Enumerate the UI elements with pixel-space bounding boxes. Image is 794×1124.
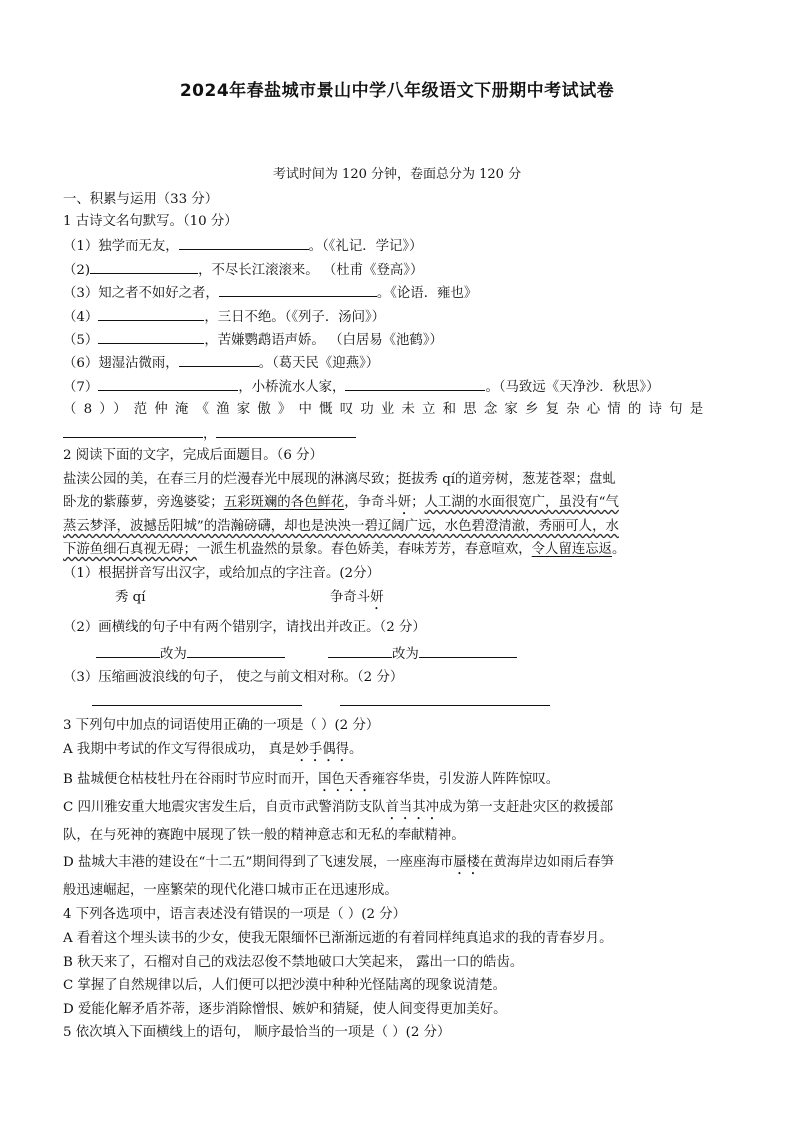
- underlined-sentence: 五彩斑斓的各色鲜花: [223, 495, 345, 510]
- answer-blank[interactable]: [187, 645, 285, 658]
- q1-line-5: （5） ，苦嫌鹦鹉语声娇。 （白居易《池鹤》）: [63, 333, 443, 348]
- q2-sub-3: （3）压缩画波浪线的句子， 使之与前文相对称。（2 分）: [63, 670, 404, 685]
- q2-sub-2: （2）画横线的句子中有两个错别字，请找出并改正。（2 分）: [63, 620, 426, 635]
- q1-line-7: （7） ，小桥流水人家， 。（马致远《天净沙．秋思》）: [63, 380, 660, 395]
- q3-option-a[interactable]: A 我期中考试的作文写得很成功， 真是妙手偶得。: [63, 742, 363, 757]
- q2-passage-line-4: 下游鱼细石真视无碍；一派生机盎然的景象。春色娇美，春味芳芳，春意喧欢，令人留连忘返。: [63, 542, 626, 557]
- q3-stem: 3 下列句中加点的词语使用正确的一项是（ ）(2 分）: [63, 718, 380, 733]
- answer-blank[interactable]: [179, 354, 259, 367]
- q4-option-d[interactable]: D 爱能化解矛盾芥蒂，逐步消除憎恨、嫉妒和猜疑，使人间变得更加美好。: [63, 1002, 507, 1017]
- q2-correction-2: 改为: [328, 645, 517, 663]
- answer-blank[interactable]: [179, 237, 309, 250]
- q3-option-d-cont: 般迅速崛起，一座繁荣的现代化港口城市正在迅速形成。: [63, 883, 398, 898]
- q3-option-c-cont: 队，在与死神的赛跑中展现了铁一般的精神意志和无私的奉献精神。: [63, 828, 465, 843]
- q1-line-4: （4） ，三日不绝。（《列子．汤问》）: [63, 310, 386, 325]
- q1-line-3: （3）知之者不如好之者， 。《论语．雍也》: [63, 286, 478, 301]
- dotted-term: 首当其冲: [385, 800, 440, 815]
- q2-correction-1: 改为: [96, 645, 285, 663]
- answer-blank[interactable]: [98, 331, 204, 344]
- q2-sub-1-item-b: 争奇斗妍: [330, 590, 384, 605]
- q1-line-8-blanks: ，: [63, 425, 356, 443]
- q2-sub-1: （1）根据拼音写出汉字，或给加点的字注音。(2分）: [63, 566, 380, 581]
- dotted-term: 妙手偶得: [295, 742, 349, 757]
- wavy-sentence: 下游鱼细石真视无碍；: [63, 542, 197, 557]
- section-heading: 一、积累与运用（33 分）: [63, 192, 219, 207]
- answer-blank[interactable]: [419, 645, 517, 658]
- q2-passage-line-2: 卧龙的紫藤萝，旁逸婆娑；五彩斑斓的各色鲜花，争奇斗妍；人工湖的水面很宽广，虽没有“气: [63, 495, 619, 510]
- dotted-char: 妍: [370, 590, 384, 605]
- q1-line-2: （2) ，不尽长江滚滚来。 （杜甫《登高》）: [63, 263, 424, 278]
- answer-blank[interactable]: [345, 378, 485, 391]
- q3-option-d[interactable]: D 盐城大丰港的建设在“十二五”期间得到了飞速发展，一座座海市蜃楼在黄海岸边如雨后春笋: [63, 855, 614, 870]
- q4-stem: 4 下列各选项中，语言表述没有错误的一项是（ ）(2 分）: [63, 907, 407, 922]
- dotted-term: 蜃楼: [453, 855, 481, 870]
- answer-blank[interactable]: [90, 261, 198, 274]
- q1-line-6: （6）翅湿沾微雨， 。（葛天民《迎燕》）: [63, 356, 380, 371]
- q4-option-a[interactable]: A 看着这个埋头读书的少女，使我无限缅怀已渐渐远逝的有着同样纯真追求的我的青春岁月。: [63, 931, 613, 946]
- wavy-sentence: 蒸云梦泽，波撼岳阳城”的浩瀚磅礴，却也是泱泱一碧辽阔广远，水色碧澄清澈，秀丽可人，水: [63, 519, 619, 534]
- q4-option-b[interactable]: B 秋天来了，石榴对自己的戏法忍俊不禁地破口大笑起来， 露出一口的皓齿。: [63, 955, 524, 970]
- q5-stem: 5 依次填入下面横线上的语句， 顺序最恰当的一项是（ ）(2 分）: [63, 1025, 451, 1040]
- answer-blank[interactable]: [96, 645, 160, 658]
- q1-line-8: （8））范仲淹《渔家傲》中慨叹功业未立和思念家乡复杂心情的诗句是: [63, 402, 711, 417]
- answer-blank[interactable]: [63, 425, 203, 438]
- answer-blank[interactable]: [98, 308, 204, 321]
- answer-blank[interactable]: [328, 645, 392, 658]
- dotted-term: 国色天香: [318, 772, 372, 787]
- q2-sub-3-blanks: [92, 693, 550, 711]
- q3-option-c[interactable]: C 四川雅安重大地震灾害发生后，自贡市武警消防支队首当其冲成为第一支赶赴灾区的救援部: [63, 800, 614, 815]
- answer-blank[interactable]: [219, 284, 377, 297]
- q2-passage-line-3: [63, 519, 619, 535]
- q2-stem: 2 阅读下面的文字，完成后面题目。（6 分）: [63, 448, 323, 463]
- q2-sub-1-item-a: 秀 qí: [115, 590, 146, 605]
- exam-title: 2024年春盐城市景山中学八年级语文下册期中考试试卷: [179, 81, 615, 101]
- answer-blank[interactable]: [340, 693, 550, 706]
- q1-line-1: （1）独学而无友， 。（《礼记．学记》）: [63, 239, 423, 254]
- q4-option-c[interactable]: C 掌握了自然规律以后，人们便可以把沙漠中种种光怪陆离的现象说清楚。: [63, 978, 506, 993]
- wavy-sentence: 人工湖的水面很宽广，虽没有“气: [424, 495, 619, 510]
- answer-blank[interactable]: [216, 425, 356, 438]
- q2-passage-line-1: 盐渎公园的美，在春三月的烂漫春光中展现的淋漓尽致；挺拔秀 qí的道旁树，葱茏苍翠；盘虬: [63, 472, 616, 487]
- underlined-sentence: 令人留连忘返: [531, 542, 613, 557]
- q3-option-b[interactable]: B 盐城便仓枯枝牡丹在谷雨时节应时而开，国色天香雍容华贵，引发游人阵阵惊叹。: [63, 772, 560, 787]
- q1-stem: 1 古诗文名句默写。（10 分）: [63, 214, 238, 229]
- answer-blank[interactable]: [92, 693, 302, 706]
- exam-info: 考试时间为 120 分钟，卷面总分为 120 分: [272, 167, 522, 182]
- answer-blank[interactable]: [98, 378, 238, 391]
- dotted-char: 妍: [397, 495, 412, 510]
